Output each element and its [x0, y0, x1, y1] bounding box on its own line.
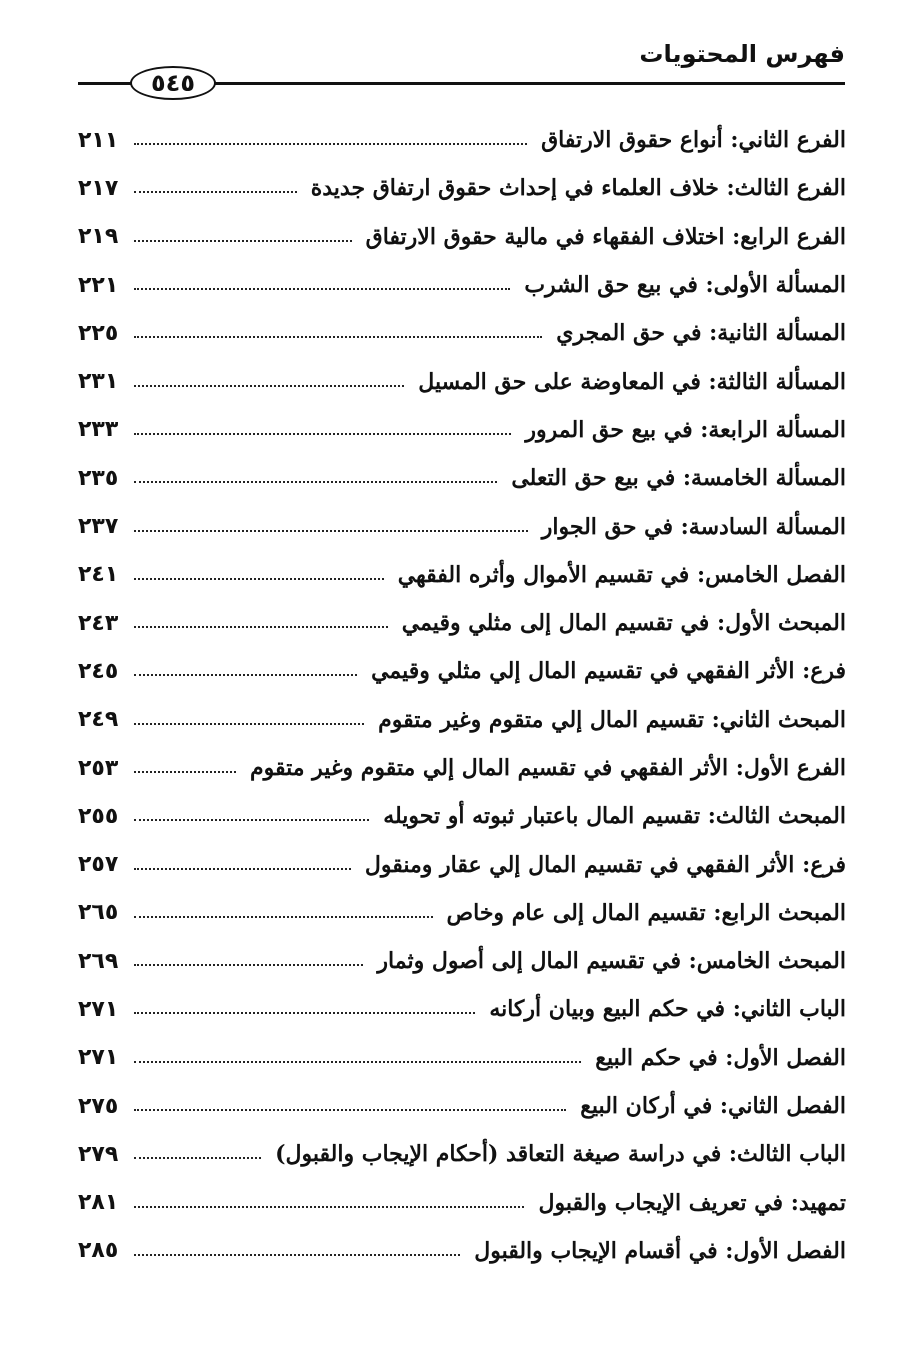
toc-entry-page-number: ٢٤١: [78, 562, 119, 588]
toc-entry: [78, 599, 846, 647]
toc-entry: [78, 1034, 846, 1082]
page-header: [0, 0, 917, 110]
toc-entry: [78, 551, 846, 599]
toc-entry-page-number: ٢٧١: [78, 1045, 119, 1071]
dot-leader: [134, 143, 527, 145]
toc-entry-title: الفرع الرابع: اختلاف الفقهاء في مالية حقوق الارتفاق: [365, 223, 846, 250]
toc-entry-title: المسألة الرابعة: في بيع حق المرور: [525, 416, 846, 443]
toc-entry-title: المسألة الثالثة: في المعاوضة على حق المسيل: [418, 368, 846, 395]
dot-leader: [134, 1109, 566, 1111]
toc-entry: [78, 1227, 846, 1275]
toc-entry-page-number: ٢٣٣: [78, 417, 119, 443]
toc-entry-title: المبحث الأول: في تقسيم المال إلى مثلي وقيمي: [401, 610, 846, 637]
toc-entry-title: الفصل الأول: في أقسام الإيجاب والقبول: [474, 1237, 846, 1264]
dot-leader: [134, 481, 497, 483]
toc-entry: [78, 116, 846, 164]
toc-entry: [78, 406, 846, 454]
toc-entry-page-number: ٢٧١: [78, 996, 119, 1022]
toc-entry: [78, 840, 846, 888]
page-number: ٥٤٥: [151, 69, 195, 97]
toc-entry: [78, 309, 846, 357]
toc-entry-title: الفصل الأول: في حكم البيع: [595, 1044, 846, 1071]
toc-entry-title: المسألة الثانية: في حق المجري: [556, 320, 846, 347]
running-head-title: فهرس المحتويات: [639, 40, 845, 68]
toc-entry: [78, 502, 846, 550]
toc-entry-title: الفصل الثاني: في أركان البيع: [580, 1093, 846, 1120]
toc-entry-page-number: ٢٤٩: [78, 707, 119, 733]
toc-entry: [78, 889, 846, 937]
toc-entry-page-number: ٢٧٩: [78, 1141, 119, 1167]
dot-leader: [134, 433, 511, 435]
toc-entry-page-number: ٢٤٥: [78, 658, 119, 684]
dot-leader: [134, 191, 297, 193]
dot-leader: [134, 1061, 581, 1063]
toc-entry-title: الفصل الخامس: في تقسيم الأموال وأثره الفقهي: [397, 561, 846, 588]
toc-entry-title: المسألة الخامسة: في بيع حق التعلى: [511, 465, 846, 492]
dot-leader: [134, 288, 510, 290]
toc-entry-page-number: ٢٨١: [78, 1190, 119, 1216]
toc-entry-title: المسألة السادسة: في حق الجوار: [541, 513, 846, 540]
toc-entry-title: المسألة الأولى: في بيع حق الشرب: [524, 272, 846, 299]
toc-entry-page-number: ٢٥٥: [78, 803, 119, 829]
dot-leader: [134, 819, 369, 821]
toc-entry-page-number: ٢٣٧: [78, 514, 119, 540]
toc-entry: [78, 357, 846, 405]
dot-leader: [134, 1157, 261, 1159]
toc-entry: [78, 792, 846, 840]
toc-entry-title: فرع: الأثر الفقهي في تقسيم المال إلي عقار ومنقول: [364, 851, 846, 878]
toc-entry-page-number: ٢٣٥: [78, 465, 119, 491]
toc-entry-title: المبحث الرابع: تقسيم المال إلى عام وخاص: [446, 899, 846, 926]
toc-entry-page-number: ٢١٩: [78, 224, 119, 250]
toc-entry: [78, 937, 846, 985]
toc-entry: [78, 164, 846, 212]
toc-entry-page-number: ٢٤٣: [78, 610, 119, 636]
toc-entry-page-number: ٢٥٧: [78, 852, 119, 878]
table-of-contents: [78, 116, 846, 1275]
toc-entry-page-number: ٢٧٥: [78, 1093, 119, 1119]
toc-entry-title: الفرع الثالث: خلاف العلماء في إحداث حقوق ارتفاق جديدة: [310, 175, 846, 202]
toc-entry: [78, 213, 846, 261]
toc-entry: [78, 1082, 846, 1130]
toc-entry-page-number: ٢٦٩: [78, 948, 119, 974]
toc-entry-title: الباب الثاني: في حكم البيع وبيان أركانه: [489, 996, 846, 1023]
toc-entry-title: المبحث الخامس: في تقسيم المال إلى أصول وثمار: [377, 948, 846, 975]
page-number-badge: [130, 66, 216, 100]
dot-leader: [134, 964, 363, 966]
dot-leader: [134, 336, 542, 338]
dot-leader: [134, 626, 388, 628]
toc-entry-title: الفرع الثاني: أنواع حقوق الارتفاق: [541, 127, 846, 154]
toc-entry-title: الفرع الأول: الأثر الفقهي في تقسيم المال إلي متقوم وغير متقوم: [249, 755, 846, 781]
toc-entry-title: الباب الثالث: في دراسة صيغة التعاقد (أحكام الإيجاب والقبول): [275, 1141, 846, 1168]
dot-leader: [134, 578, 384, 580]
toc-entry: [78, 744, 846, 792]
toc-entry-page-number: ٢٨٥: [78, 1238, 119, 1264]
dot-leader: [134, 240, 352, 242]
toc-entry-title: المبحث الثالث: تقسيم المال باعتبار ثبوته أو تحويله: [383, 803, 846, 830]
toc-entry-page-number: ٢٣١: [78, 369, 119, 395]
toc-entry: [78, 1130, 846, 1178]
toc-entry: [78, 696, 846, 744]
toc-entry-page-number: ٢٦٥: [78, 900, 119, 926]
toc-entry-page-number: ٢٥٣: [78, 755, 119, 781]
toc-entry-title: فرع: الأثر الفقهي في تقسيم المال إلي مثلي وقيمي: [371, 658, 846, 685]
toc-entry: [78, 454, 846, 502]
toc-entry-page-number: ٢٢١: [78, 272, 119, 298]
toc-entry: [78, 985, 846, 1033]
dot-leader: [134, 1254, 460, 1256]
toc-entry-title: المبحث الثاني: تقسيم المال إلي متقوم وغير متقوم: [378, 706, 846, 733]
dot-leader: [134, 916, 433, 918]
dot-leader: [134, 1012, 475, 1014]
dot-leader: [134, 1206, 524, 1208]
toc-entry: [78, 261, 846, 309]
toc-entry-page-number: ٢١١: [78, 127, 119, 153]
toc-entry-title: تمهيد: في تعريف الإيجاب والقبول: [538, 1189, 846, 1216]
toc-entry-page-number: ٢١٧: [78, 175, 119, 201]
dot-leader: [134, 868, 351, 870]
dot-leader: [134, 530, 528, 532]
dot-leader: [134, 723, 364, 725]
toc-entry: [78, 647, 846, 695]
toc-entry: [78, 1179, 846, 1227]
dot-leader: [134, 771, 236, 773]
dot-leader: [134, 385, 404, 387]
toc-entry-page-number: ٢٢٥: [78, 320, 119, 346]
dot-leader: [134, 674, 357, 676]
